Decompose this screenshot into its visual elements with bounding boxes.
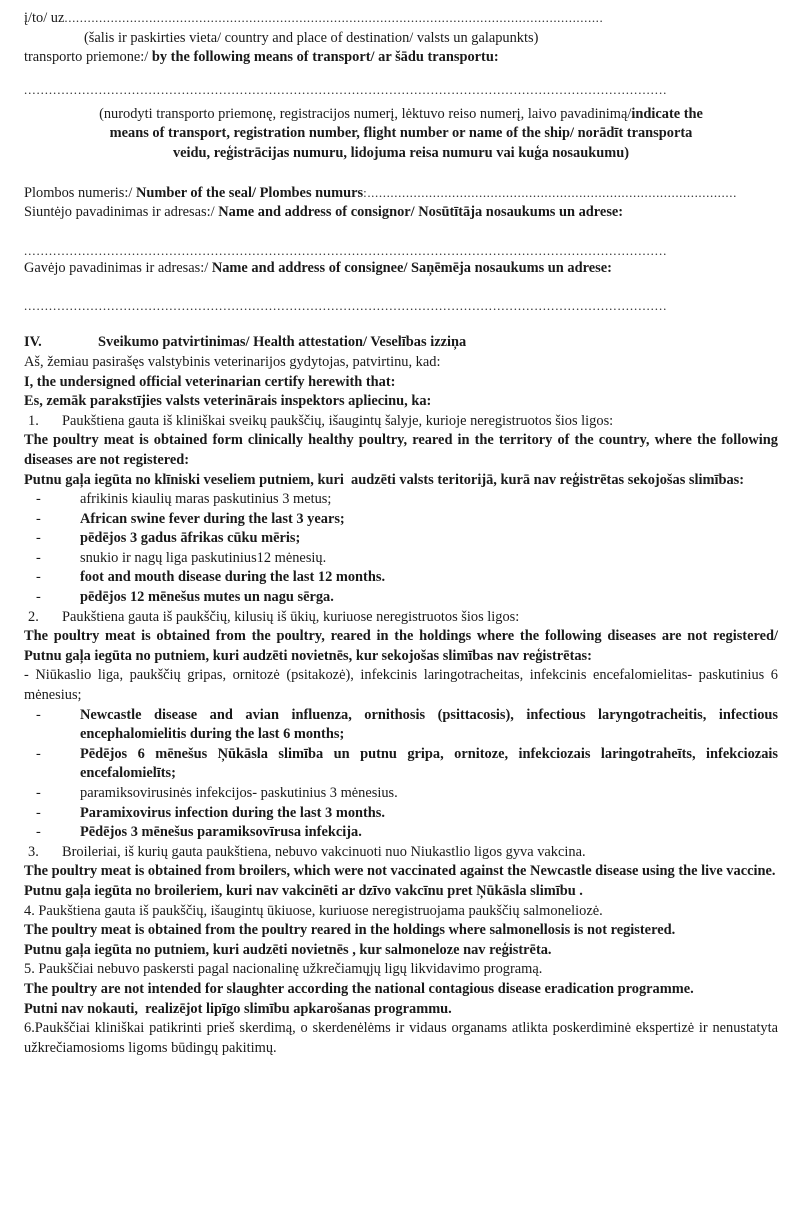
clause-2-bullet-2-text: Pēdējos 6 mēnešus Ņūkāsla slimība un putnu gripa, ornitoze, infekciozais laringotraheīts, infekciozais encefalomielīts; (80, 745, 778, 782)
clause-5-lt-text: Paukščiai nebuvo paskersti pagal nacionalinę užkrečiamųjų ligų likvidavimo programą. (38, 961, 543, 978)
clause-6-lt-text: Paukščiai kliniškai patikrinti prieš skerdimą, o skerdenėlėms ir vidaus organams atlikta poskerdiminė ekspertizė ir nenustatyta užkrečiamosioms ligoms būdingų pakitimų. (24, 1020, 782, 1056)
clause-1 (24, 412, 778, 432)
section-intro-en: I, the undersigned official veterinarian certify herewith that: (24, 373, 396, 390)
clause-2-bullet-4-text: Paramixovirus infection during the last 3 months. (80, 804, 386, 821)
clause-2-bullet-2 (24, 745, 778, 784)
clause-4-en: The poultry meat is obtained from the poultry reared in the holdings where salmonellosis is not registered. (24, 922, 676, 939)
seal-leader: :................................................................................................ (363, 184, 737, 200)
transport-line (24, 48, 778, 68)
transport-dotted-rule: ........................................................................................................................................................... (24, 82, 668, 97)
dash-icon: - (36, 510, 41, 527)
clause-2-bullet-1 (24, 706, 778, 745)
clause-1-bullet-6-text: pēdējos 12 mēnešus mutes un nagu sērga. (80, 589, 334, 606)
clause-2-bullet-1-text: Newcastle disease and avian influenza, ornithosis (psittacosis), infectious laryngotracheitis, infectious encephalomielitis during the last 6 months; (80, 706, 778, 743)
clause-4-marker: 4. (24, 902, 35, 919)
consignor-lt: Siuntėjo pavadinimas ir adresas:/ (24, 204, 219, 221)
clause-1-bullet-1 (24, 490, 778, 510)
transport-note-line1 (24, 105, 778, 125)
clause-6-marker: 6. (24, 1020, 35, 1037)
clause-1-bullet-3-text: pēdējos 3 gadus āfrikas cūku mēris; (80, 530, 301, 547)
dash-icon: - (36, 824, 41, 841)
clause-4-lv: Putnu gaļa iegūta no putniem, kuri audzēti novietnēs , kur salmoneloze nav reģistrēta. (24, 941, 552, 958)
clause-1-bullet-4 (24, 549, 778, 569)
clause-1-marker: 1. (28, 412, 39, 429)
section-intro-lt: Aš, žemiau pasirašęs valstybinis veterinarijos gydytojas, patvirtinu, kad: (24, 353, 441, 370)
clause-5-en: The poultry are not intended for slaughter according the national contagious disease eradication programme. (24, 980, 694, 997)
clause-3 (24, 843, 778, 863)
dash-icon: - (36, 706, 41, 723)
consignee-en-lv: Name and address of consignee/ Saņēmēja nosaukums un adrese: (211, 259, 612, 276)
transport-lt: transporto priemone:/ (24, 49, 152, 66)
clause-4-lt (24, 902, 778, 922)
clause-1-bullet-5 (24, 568, 778, 588)
clause-1-lv: Putnu gaļa iegūta no klīniski veseliem putniem, kuri audzēti valsts teritorijā, kurā nav reģistrētas sekojošas slimības: (24, 471, 745, 488)
transport-note-line2: means of transport, registration number, flight number or name of the ship/ norādīt transporta (109, 125, 693, 142)
clause-1-bullet-2 (24, 510, 778, 530)
dash-icon: - (36, 589, 41, 606)
seal-number-line (24, 183, 778, 204)
dash-icon: - (36, 745, 41, 762)
consignee-line (24, 259, 778, 279)
transport-en-lv: by the following means of transport/ ar šādu transportu: (151, 49, 499, 66)
clause-3-en: The poultry meat is obtained from broilers, which were not vaccinated against the Newcastle disease using the live vaccine. (24, 863, 776, 880)
consignor-dotted-rule: ........................................................................................................................................................... (24, 243, 668, 258)
dash-icon: - (36, 491, 41, 508)
consignee-dotted-rule: ........................................................................................................................................................... (24, 299, 668, 314)
section-number: IV. (24, 334, 42, 351)
destination-prefix: į/to/ uz (24, 10, 65, 26)
clause-1-bullet-1-text: afrikinis kiaulių maras paskutinius 3 metus; (80, 491, 332, 508)
clause-2-bullet-5-text: Pēdējos 3 mēnešus paramiksovīrusa infekcija. (80, 824, 362, 841)
section-intro-lv: Es, zemāk parakstījies valsts veterinārais inspektors apliecinu, ka: (24, 393, 432, 410)
clause-5-lt (24, 960, 778, 980)
transport-note-en-start: indicate the (631, 105, 703, 122)
clause-1-lt: Paukštiena gauta iš kliniškai sveikų paukščių, išaugintų šalyje, kurioje neregistruotos šios ligos: (62, 412, 614, 429)
destination-line (24, 8, 778, 29)
clause-2-en-lv: The poultry meat is obtained from the poultry, reared in the holdings where the following diseases are not registered/ Putnu gaļa iegūta no putniem, kuri audzēti novietnēs, kur sekojošas slimības nav reģistrētas: (24, 628, 782, 664)
destination-caption-text: (šalis ir paskirties vieta/ country and place of destination/ valsts un galapunkts) (84, 29, 539, 46)
clause-1-bullet-3 (24, 529, 778, 549)
clause-2-marker: 2. (28, 608, 39, 625)
clause-2-bullet-3-text: paramiksovirusinės infekcijos- paskutinius 3 mėnesius. (80, 785, 398, 801)
destination-leader: ............................................................................................................................................ (64, 10, 604, 25)
clause-2-lt-dash: - Niūkaslio liga, paukščių gripas, ornitozė (psitakozė), infekcinis laringotracheitas, infekcinis encefalomielitas- paskutinius 6 mėnesius; (24, 667, 782, 704)
consignor-en-lv: Name and address of consignor/ Nosūtītāja nosaukums un adrese: (218, 204, 624, 221)
dash-icon: - (36, 804, 41, 821)
clause-5-lv: Putni nav nokauti, realizējot lipīgo slimību apkarošanas programmu. (24, 1000, 452, 1017)
transport-note-lt: (nurodyti transporto priemonę, registracijos numerį, lėktuvo reiso numerį, laivo pavadinimą/ (99, 105, 632, 122)
clause-6-lt (24, 1019, 782, 1058)
destination-caption (24, 29, 778, 49)
clause-1-en: The poultry meat is obtained form clinically healthy poultry, reared in the territory of the country, where the following diseases are not registered: (24, 432, 782, 468)
dash-icon: - (36, 569, 41, 586)
clause-3-lt: Broileriai, iš kurių gauta paukštiena, nebuvo vakcinuoti nuo Niukastlio ligos gyva vakcina. (62, 843, 586, 860)
clause-3-marker: 3. (28, 843, 39, 860)
clause-2-bullet-3 (24, 784, 778, 804)
dash-icon: - (36, 549, 41, 566)
section-heading (24, 333, 778, 353)
clause-2 (24, 608, 778, 628)
clause-2-bullet-5 (24, 823, 778, 843)
clause-1-bullet-4-text: snukio ir nagų liga paskutinius12 mėnesių. (80, 549, 327, 566)
clause-1-bullet-2-text: African swine fever during the last 3 years; (80, 510, 345, 527)
section-title: Sveikumo patvirtinimas/ Health attestation/ Veselības izziņa (98, 334, 467, 351)
clause-2-bullet-4 (24, 804, 778, 824)
clause-5-marker: 5. (24, 961, 35, 978)
seal-lt: Plombos numeris:/ (24, 184, 136, 201)
seal-en-lv: Number of the seal/ Plombes numurs (135, 184, 364, 201)
consignee-lt: Gavėjo pavadinimas ir adresas:/ (24, 259, 212, 276)
dash-icon: - (36, 785, 41, 801)
dash-icon: - (36, 530, 41, 547)
clause-4-lt-text: Paukštiena gauta iš paukščių, išaugintų ūkiuose, kuriuose neregistruojama paukščių salmoneliozė. (38, 902, 603, 919)
clause-3-lv: Putnu gaļa iegūta no broileriem, kuri nav vakcinēti ar dzīvo vakcīnu pret Ņūkāsla slimību . (24, 882, 583, 899)
transport-note-line3: veidu, reģistrācijas numuru, lidojuma reisa numuru vai kuģa nosaukumu) (172, 144, 630, 161)
clause-1-bullet-5-text: foot and mouth disease during the last 12 months. (80, 569, 386, 586)
consignor-line (24, 203, 778, 223)
clause-2-lt: Paukštiena gauta iš paukščių, kilusių iš ūkių, kuriuose neregistruotos šios ligos: (62, 608, 520, 625)
clause-1-bullet-6 (24, 588, 778, 608)
